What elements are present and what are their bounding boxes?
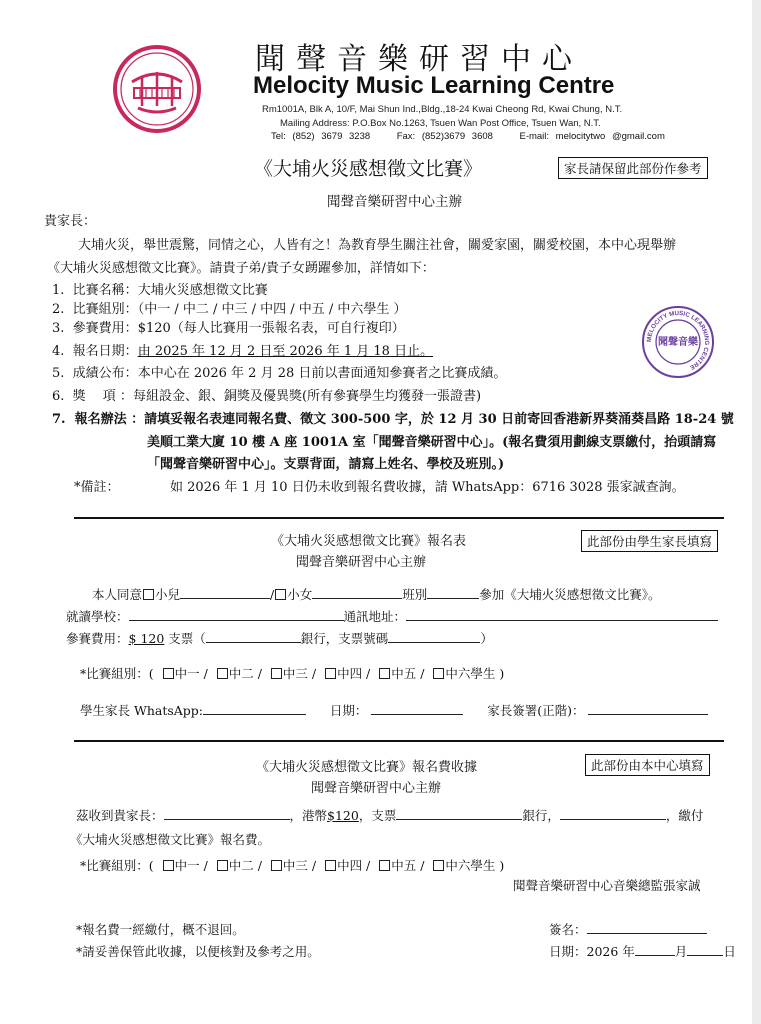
telephone: Tel: (852) 3679 3238 <box>271 131 371 142</box>
form-title: 《大埔火災感想徵文比賽》報名表 <box>271 534 467 549</box>
receipt-bank-blank[interactable] <box>560 807 666 820</box>
daughter-checkbox[interactable] <box>275 589 286 600</box>
centre-english-name: Melocity Music Learning Centre <box>253 72 615 99</box>
group-checkbox[interactable] <box>325 860 336 871</box>
group-checkbox[interactable] <box>217 668 228 679</box>
centre-chinese-name: 聞聲音樂研習中心 <box>255 42 583 77</box>
divider <box>74 517 724 519</box>
fee-row: 參賽費用：$ 120 支票（ 銀行，支票號碼 ） <box>66 631 493 646</box>
form-organizer: 聞聲音樂研習中心主辦 <box>296 555 427 570</box>
item7-line-2: 美順工業大廈 10 樓 A 座 1001A 室「聞聲音樂研習中心」。(報名費須用劃線支票繳付，抬頭請寫 <box>147 435 717 450</box>
receipt-signature-blank[interactable] <box>587 921 707 934</box>
fax: Fax: (852)3679 3608 <box>396 131 493 142</box>
group-checkbox[interactable] <box>433 860 444 871</box>
group-checkbox[interactable] <box>271 668 282 679</box>
keep-for-reference-note: 家長請保留此部份作參考 <box>558 157 708 179</box>
address-line-1: Rm1001A, Blk A, 10/F, Mai Shun Ind.,Bldg.,18-24 Kwai Cheong Rd, Kwai Chung, N.T. <box>262 104 623 115</box>
centre-stamp <box>641 305 715 379</box>
group-checkbox[interactable] <box>217 860 228 871</box>
email: E-mail: melocitytwo @gmail.com <box>519 131 665 142</box>
son-checkbox[interactable] <box>143 589 154 600</box>
svg-text:MELOCITY MUSIC LEARNING CENTRE: MELOCITY MUSIC LEARNING CENTRE <box>645 309 711 371</box>
group-checkbox[interactable] <box>163 668 174 679</box>
notice-title: 《大埔火災感想徵文比賽》 <box>254 158 483 180</box>
bank-blank[interactable] <box>206 630 301 643</box>
consent-row: 本人同意 小兒 / 小女 班別 參加《大埔火災感想徵文比賽》。 <box>92 587 661 602</box>
divider <box>74 740 724 742</box>
receipt-note-1: *報名費一經繳付，概不退回。 <box>76 922 245 937</box>
list-item: 6. 獎 項 ：每組設金、銀、銅獎及優異獎(所有參賽學生均獲發一張證書) <box>52 389 482 404</box>
class-blank[interactable] <box>427 586 479 599</box>
group-checkbox[interactable] <box>271 860 282 871</box>
receipt-signature-row: 簽名： <box>549 920 707 938</box>
address-blank[interactable] <box>406 608 718 621</box>
list-item: 1. 比賽名稱：大埔火災感想徵文比賽 <box>52 283 268 298</box>
group-checkbox[interactable] <box>163 860 174 871</box>
receipt-title: 《大埔火災感想徵文比賽》報名費收據 <box>256 760 478 775</box>
parent-signature-blank[interactable] <box>588 702 708 715</box>
month-blank[interactable] <box>635 943 675 956</box>
salutation: 貴家長： <box>44 214 97 229</box>
group-checkbox[interactable] <box>433 668 444 679</box>
day-blank[interactable] <box>687 943 723 956</box>
receipt-organizer: 聞聲音樂研習中心主辦 <box>311 781 442 796</box>
notice-organizer: 聞聲音樂研習中心主辦 <box>327 194 462 210</box>
parent-name-blank[interactable] <box>164 807 290 820</box>
list-item: 4. 報名日期：由 2025 年 12 月 2 日至 2026 年 1 月 18 日止。 <box>52 344 434 359</box>
contact-line <box>271 131 665 142</box>
group-checkbox[interactable] <box>325 668 336 679</box>
intro-line-2: 《大埔火災感想徵文比賽》。請貴子弟/貴子女踴躍參加，詳情如下： <box>47 261 435 276</box>
centre-logo <box>112 44 202 134</box>
school-blank[interactable] <box>129 608 344 621</box>
form-parent-fill-note: 此部份由學生家長填寫 <box>581 530 718 552</box>
cheque-number-blank[interactable] <box>388 630 480 643</box>
receipt-note-2: *請妥善保管此收據，以便核對及參考之用。 <box>76 944 320 959</box>
son-name-blank[interactable] <box>180 586 270 599</box>
whatsapp-row: 學生家長 WhatsApp: 日期： 家長簽署(正階)： <box>80 701 708 719</box>
remark-label: *備註： <box>74 480 120 495</box>
whatsapp-blank[interactable] <box>203 702 306 715</box>
list-item: 5. 成績公布：本中心在 2026 年 2 月 28 日前以書面通知參賽者之比賽成績。 <box>52 366 507 381</box>
receipt-date-row: 日期：2026 年 月 日 <box>549 944 736 959</box>
item7-line-3: 「聞聲音樂研習中心」。支票背面，請寫上姓名、學校及班別。) <box>147 457 505 472</box>
list-item: 3. 參賽費用：$120（每人比賽用一張報名表，可自行複印） <box>52 321 405 336</box>
date-blank[interactable] <box>371 702 463 715</box>
remark-text: 如 2026 年 1 月 10 日仍未收到報名費收據，請 WhatsApp：6716 3028 張家誠查詢。 <box>170 480 685 495</box>
list-item: 7. 報名辦法 ：請填妥報名表連同報名費、徵文 300-500 字，於 12 月 30 日前寄回香港新界葵涌葵昌路 18-24 號 <box>52 412 734 427</box>
address-line-2: Mailing Address: P.O.Box No.1263, Tsuen Wan Post Office, Tsuen Wan, N.T. <box>280 118 601 129</box>
group-checkbox[interactable] <box>379 860 390 871</box>
receipt-line-2: 《大埔火災感想徵文比賽》報名費。 <box>70 832 271 847</box>
receipt-centre-fill-note: 此部份由本中心填寫 <box>585 754 710 776</box>
receipt-received-row: 茲收到貴家長： ，港幣$120，支票 銀行， ，繳付 <box>76 808 704 823</box>
school-address-row: 就讀學校： 通訊地址： <box>66 607 718 625</box>
form-group-row: *比賽組別：( 中一 / 中二 / 中三 / 中四 / 中五 / 中六學生 ) <box>80 666 505 681</box>
group-checkbox[interactable] <box>379 668 390 679</box>
daughter-name-blank[interactable] <box>312 586 402 599</box>
intro-line-1: 大埔火災，舉世震驚，同情之心，人皆有之！為教育學生關注社會，關愛家園，關愛校園，本中心現舉辦 <box>78 238 677 253</box>
receipt-cheque-blank[interactable] <box>396 807 522 820</box>
receipt-group-row: *比賽組別：( 中一 / 中二 / 中三 / 中四 / 中五 / 中六學生 ) <box>80 858 505 873</box>
list-item: 2. 比賽組別：（中一 / 中二 / 中三 / 中四 / 中五 / 中六學生 ） <box>52 302 407 317</box>
music-director: 聞聲音樂研習中心音樂總監張家誠 <box>513 878 701 893</box>
svg-text:聞聲音樂: 聞聲音樂 <box>658 337 698 348</box>
